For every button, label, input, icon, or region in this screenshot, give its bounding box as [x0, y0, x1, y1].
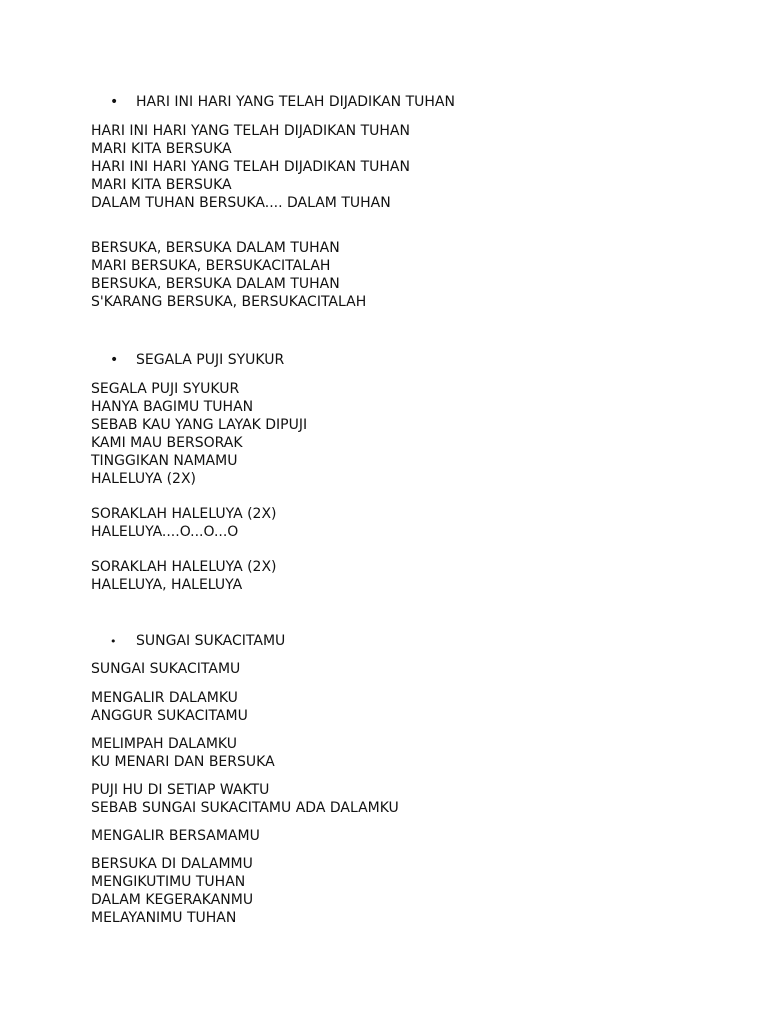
lyric-line: S'KARANG BERSUKA, BERSUKACITALAH	[91, 294, 367, 310]
stanza	[91, 505, 277, 541]
stanza	[91, 827, 260, 845]
lyric-line: BERSUKA, BERSUKA DALAM TUHAN	[91, 240, 340, 256]
lyric-line: PUJI HU DI SETIAP WAKTU	[91, 782, 270, 798]
lyric-line: MARI KITA BERSUKA	[91, 177, 232, 193]
lyric-line: SORAKLAH HALELUYA (2X)	[91, 506, 277, 522]
stanza	[91, 239, 366, 311]
stanza	[91, 122, 410, 212]
song-title-text: HARI INI HARI YANG TELAH DIJADIKAN TUHAN	[136, 94, 455, 110]
stanza	[91, 660, 240, 678]
lyric-line: HANYA BAGIMU TUHAN	[91, 399, 254, 415]
lyric-line: ANGGUR SUKACITAMU	[91, 708, 248, 724]
song-title-text: SUNGAI SUKACITAMU	[136, 633, 286, 649]
lyric-line: HARI INI HARI YANG TELAH DIJADIKAN TUHAN	[91, 123, 410, 139]
lyric-line: MENGALIR BERSAMAMU	[91, 828, 260, 844]
lyric-line: BERSUKA DI DALAMMU	[91, 856, 253, 872]
lyric-line: MELAYANIMU TUHAN	[91, 910, 237, 926]
stanza	[91, 380, 307, 488]
lyric-line: BERSUKA, BERSUKA DALAM TUHAN	[91, 276, 340, 292]
song-title-text: SEGALA PUJI SYUKUR	[136, 352, 285, 368]
bullet-icon: •	[110, 352, 119, 368]
lyric-line: MARI BERSUKA, BERSUKACITALAH	[91, 258, 331, 274]
lyric-line: HARI INI HARI YANG TELAH DIJADIKAN TUHAN	[91, 159, 410, 175]
lyric-line: MARI KITA BERSUKA	[91, 141, 232, 157]
bullet-icon: •	[110, 635, 117, 648]
lyric-line: MENGALIR DALAMKU	[91, 690, 238, 706]
lyric-line: TINGGIKAN NAMAMU	[91, 453, 238, 469]
stanza	[91, 558, 277, 594]
lyric-line: DALAM KEGERAKANMU	[91, 892, 254, 908]
stanza	[91, 855, 253, 927]
stanza	[91, 689, 248, 725]
song-title-segala-puji	[110, 351, 284, 369]
lyric-line: SEBAB KAU YANG LAYAK DIPUJI	[91, 417, 308, 433]
lyric-line: SEBAB SUNGAI SUKACITAMU ADA DALAMKU	[91, 800, 399, 816]
song-title-sungai-sukacitamu	[110, 632, 285, 651]
lyric-line: KAMI MAU BERSORAK	[91, 435, 243, 451]
lyric-line: MELIMPAH DALAMKU	[91, 736, 237, 752]
lyric-line: HALELUYA, HALELUYA	[91, 577, 243, 593]
lyric-line: HALELUYA....O...O...O	[91, 524, 239, 540]
lyric-line: SUNGAI SUKACITAMU	[91, 661, 241, 677]
stanza	[91, 781, 399, 817]
lyric-line: SEGALA PUJI SYUKUR	[91, 381, 240, 397]
bullet-icon: •	[110, 94, 119, 110]
lyric-line: SORAKLAH HALELUYA (2X)	[91, 559, 277, 575]
lyric-line: KU MENARI DAN BERSUKA	[91, 754, 275, 770]
song-title-hari-ini	[110, 93, 455, 111]
lyric-line: DALAM TUHAN BERSUKA.... DALAM TUHAN	[91, 195, 391, 211]
lyric-line: MENGIKUTIMU TUHAN	[91, 874, 246, 890]
stanza	[91, 735, 275, 771]
lyric-line: HALELUYA (2X)	[91, 471, 197, 487]
